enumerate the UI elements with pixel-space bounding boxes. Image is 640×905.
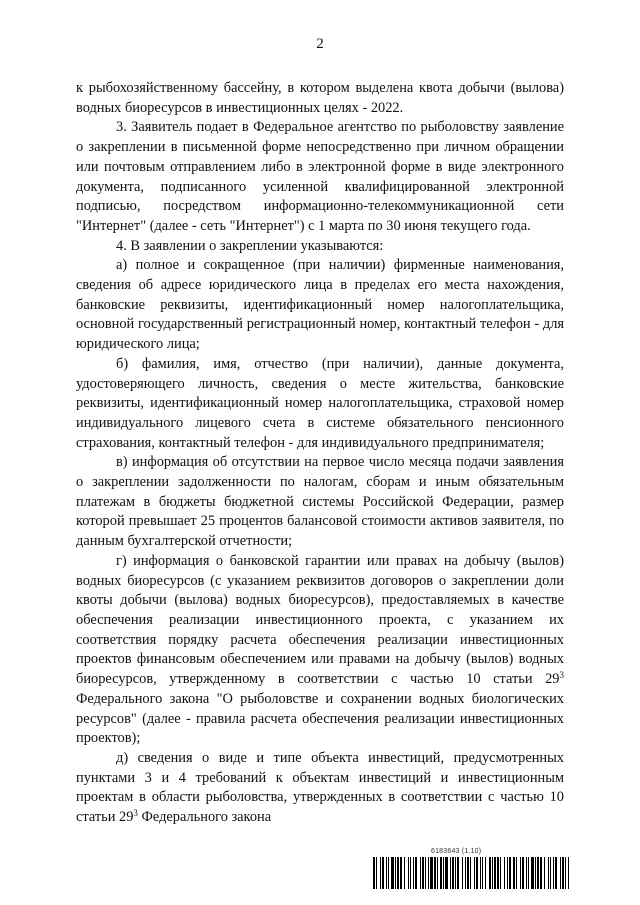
document-code: 6183643 (1.10) (431, 848, 482, 855)
paragraph-item-4: 4. В заявлении о закреплении указываются: (116, 237, 384, 254)
subparagraph-d-text-end: Федерального закона (137, 809, 272, 826)
article-superscript: 3 (133, 808, 138, 819)
subparagraph-d (76, 749, 564, 828)
subparagraph-d-text: д) сведения о виде и типе объекта инвестиций, предусмотренных пунктами 3 и 4 требований к объектам инвестиций и инвестиционным проектам в области рыболовства, утвержденных в соответствии с частью 10 статьи 29 (76, 749, 564, 826)
subparagraph-g-text: г) информация о банковской гарантии или правах на добычу (вылов) водных биоресурсов (с указанием реквизитов договоров о закреплении доли квоты добычи (вылова) водных биоресурсов), предоставляемых в качестве обеспечения реализации инвестиционного проекта, с указанием их соответствия порядку расчета обеспечения реализации инвестиционных проектов финансовым обеспечением или правами на добычу (вылов) водных биоресурсов, утвержденному в соответствии с частью 10 статьи 29 (76, 552, 564, 688)
paragraph-continuation: к рыбохозяйственному бассейну, в котором выделена квота добычи (вылова) водных биоресурсов в инвестиционных целях - 2022. (76, 80, 564, 116)
subparagraph-g (76, 552, 564, 749)
subparagraph-b: б) фамилия, имя, отчество (при наличии), данные документа, удостоверяющего личность, сведения о месте жительства, банковские реквизиты, идентификационный номер налогоплательщика, страховой номер индивидуального лицевого счета в системе обязательного пенсионного страхования, контактный телефон - для индивидуального предпринимателя; (76, 355, 564, 451)
subparagraph-g-text-end: Федерального закона "О рыболовстве и сохранении водных биологических ресурсов" (далее - правила расчета обеспечения реализации инвестиционных проектов); (76, 690, 564, 747)
subparagraph-a: а) полное и сокращенное (при наличии) фирменные наименования, сведения об адресе юридического лица в пределах его места нахождения, банковские реквизиты, идентификационный номер налогоплательщика, основной государственный регистрационный номер, контактный телефон - для юридического лица; (76, 257, 564, 353)
barcode-image (373, 857, 569, 889)
subparagraph-v: в) информация об отсутствии на первое число месяца подачи заявления о закреплении задолженности по налогам, сборам и иным обязательным платежам в бюджеты бюджетной системы Российской Федерации, размер которой превышает 25 процентов балансовой стоимости активов заявителя, по данным бухгалтерской отчетности; (76, 454, 564, 550)
paragraph-item-3: 3. Заявитель подает в Федеральное агентство по рыболовству заявление о закреплении в письменной форме непосредственно при личном обращении или почтовым отправлением либо в электронной форме в виде электронного документа, подписанного усиленной квалифицированной электронной подписью, посредством информационно-телекоммуникационной сети "Интернет" (далее - сеть "Интернет") с 1 марта по 30 июня текущего года. (76, 119, 564, 234)
article-superscript: 3 (559, 670, 564, 681)
page-number: 2 (316, 36, 324, 52)
document-body (76, 79, 564, 828)
